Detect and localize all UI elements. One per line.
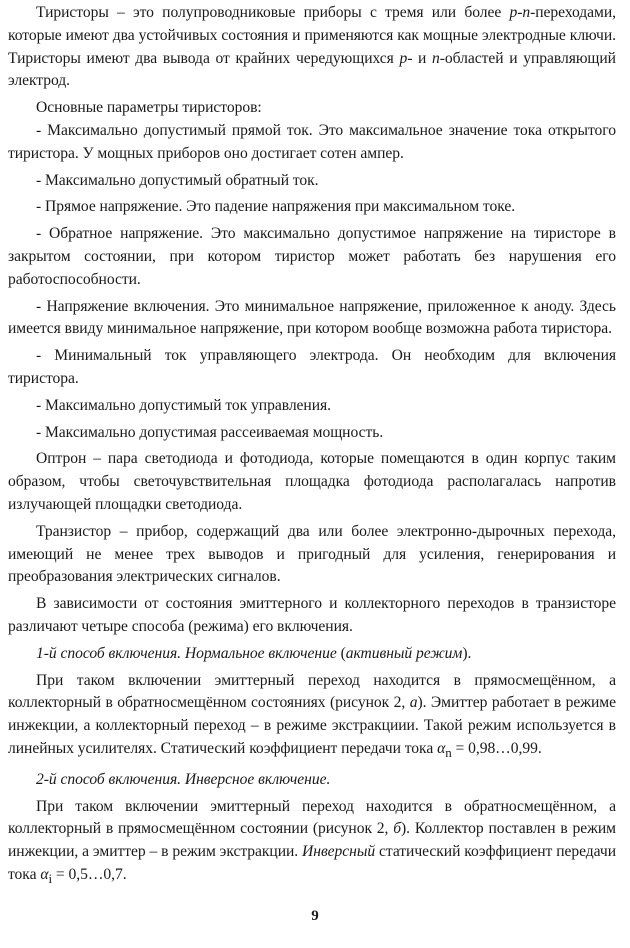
heading-mode-1: 1-й способ включения. Нормальное включение (активный режим).: [36, 644, 472, 662]
list-item-min-gate-current: - Минимальный ток управляющего электрода. Он необходим для включения тиристора.: [8, 347, 616, 387]
list-item-max-forward-current: - Максимально допустимый прямой ток. Это максимальное значение тока открытого тиристора. У мощных приборов оно достигает сотен ампер.: [8, 121, 616, 162]
list-item-forward-voltage: - Прямое напряжение. Это падение напряжения при максимальном токе.: [36, 198, 516, 216]
list-item-max-reverse-current: - Максимально допустимый обратный ток.: [36, 171, 319, 189]
paragraph-transistor: Транзистор – прибор, содержащий два или более электронно-дырочных перехода, имеющий не менее трех выводов и пригодный для усиления, генерирования и преобразования электрических сигналов.: [8, 522, 616, 586]
paragraph-thyristors: Тиристоры – это полупроводниковые приборы с тремя или более p-n-переходами, которые имеют два устойчивых состояния и применяются как мощные электродные ключи. Тиристоры имеют два вывода от крайних чередующихся p- и n-областей и управляющий электрод.: [8, 4, 616, 90]
list-item-max-control-current: - Максимально допустимый ток управления.: [36, 396, 331, 414]
paragraph-mode-2: При таком включении эмиттерный переход находится в обратносмещённом, а коллекторный в прямосмещённом состоянии (рисунок 2, б). Коллектор поставлен в режим инжекции, а эмиттер – в режим экстракции. Инверсный статический коэффициент передачи тока $\alpha_i$ = 0,5…0,7.: [8, 797, 616, 887]
list-item-reverse-voltage: - Обратное напряжение. Это максимально допустимое напряжение на тиристоре в закрытом состоянии, при котором тиристор может работать без нарушения его работоспособности.: [8, 225, 616, 288]
paragraph-optocoupler: Оптрон – пара светодиода и фотодиода, которые помещаются в один корпус таким образом, чтобы светочувствительная площадка фотодиода располагалась напротив излучающей площадки светодиода.: [8, 450, 616, 513]
page-number: 9: [311, 908, 319, 924]
page-body: [8, 2, 616, 891]
paragraph-modes-intro: В зависимости от состояния эмиттерного и коллекторного переходов в транзисторе различают четыре способа (режима) его включения.: [8, 595, 616, 635]
paragraph-parameters-heading: Основные параметры тиристоров:: [36, 99, 262, 117]
paragraph-mode-1: При таком включении эмиттерный переход находится в прямосмещённом, а коллекторный в обратносмещённом состояниях (рисунок 2, а). Эмиттер работает в режиме инжекции, а коллекторный переход – в режиме экстракциии. Такой режим используется в линейных усилителях. Статический коэффициент передачи тока $\alpha_n$ = 0,98…0,99.: [8, 671, 617, 761]
list-item-turn-on-voltage: - Напряжение включения. Это минимальное напряжение, приложенное к аноду. Здесь имеется ввиду минимальное напряжение, при котором вообще возможна работа тиристора.: [8, 297, 616, 338]
heading-mode-2: 2-й способ включения. Инверсное включение.: [36, 770, 331, 788]
list-item-max-power: - Максимально допустимая рассеиваемая мощность.: [36, 423, 384, 441]
